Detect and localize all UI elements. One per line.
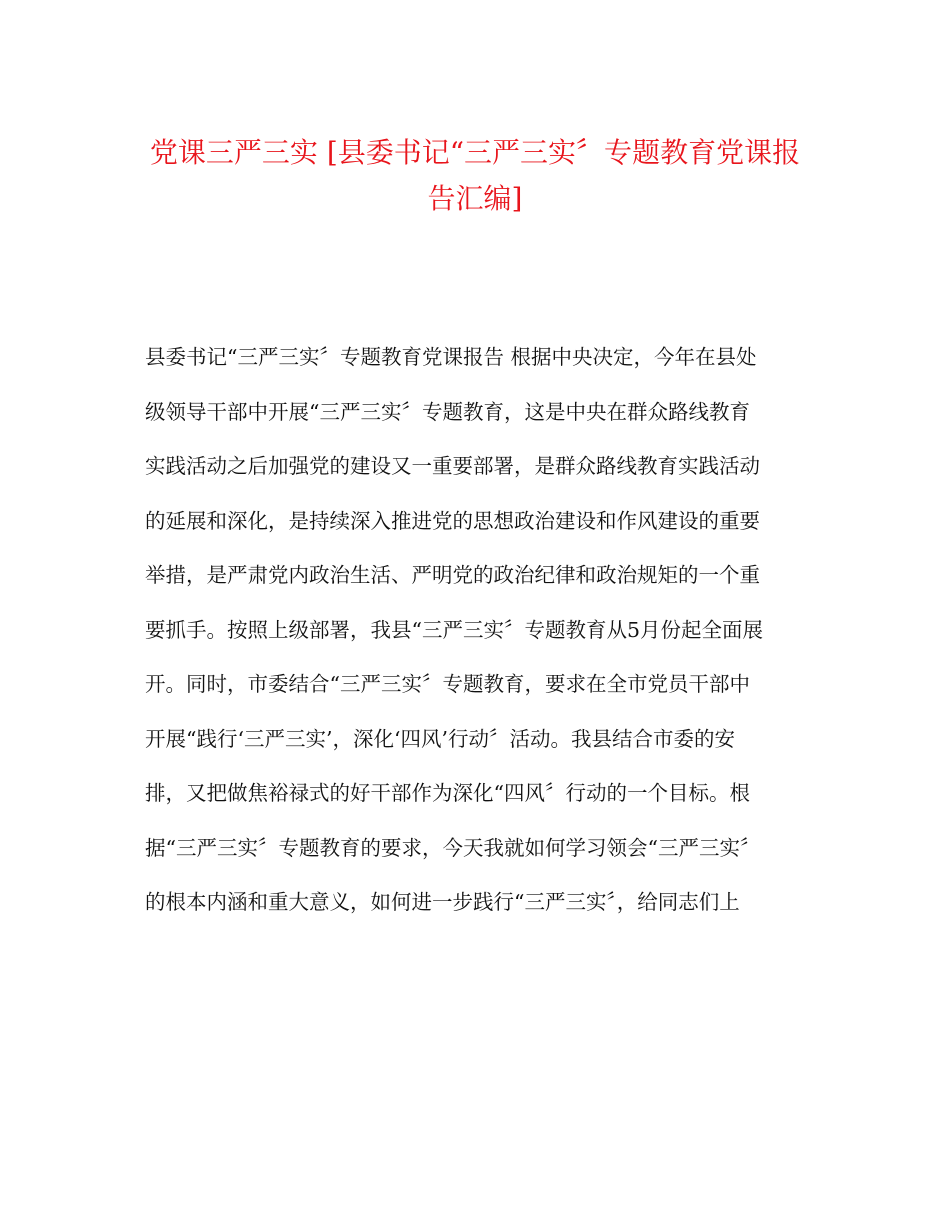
body-line: 开展“践行‘三严三实’，深化‘四风’行动〞活动。我县结合市委的安 — [145, 726, 736, 751]
body-line: 级领导干部中开展“三严三实〞专题教育，这是中央在群众路线教育 — [145, 399, 750, 424]
body-line: 要抓手。按照上级部署，我县“三严三实〞专题教育从5月份起全面展 — [145, 617, 764, 642]
body-paragraph — [145, 330, 810, 930]
body-line: 举措，是严肃党内政治生活、严明党的政治纪律和政治规矩的一个重 — [145, 563, 760, 587]
body-line: 开。同时，市委结合“三严三实〞专题教育，要求在全市党员干部中 — [145, 672, 750, 696]
body-line: 的延展和深化，是持续深入推进党的思想政治建设和作风建设的重要 — [145, 508, 760, 533]
title-line-1: 党课三严三实 [县委书记“三严三实〞专题教育党课报 — [149, 136, 801, 169]
title-line-2: 告汇编] — [427, 182, 523, 215]
body-line: 实践活动之后加强党的建设又一重要部署，是群众路线教育实践活动 — [145, 454, 760, 478]
body-line: 据“三严三实〞专题教育的要求，今天我就如何学习领会“三严三实〞 — [145, 835, 761, 860]
document-title — [140, 130, 810, 222]
body-line: 排，又把做焦裕禄式的好干部作为深化“四风〞行动的一个目标。根 — [145, 781, 750, 805]
body-line: 县委书记“三严三实〞专题教育党课报告 根据中央决定，今年在县处 — [145, 345, 757, 369]
body-line: 的根本内涵和重大意义，如何进一步践行“三严三实〞，给同志们上 — [145, 890, 740, 914]
